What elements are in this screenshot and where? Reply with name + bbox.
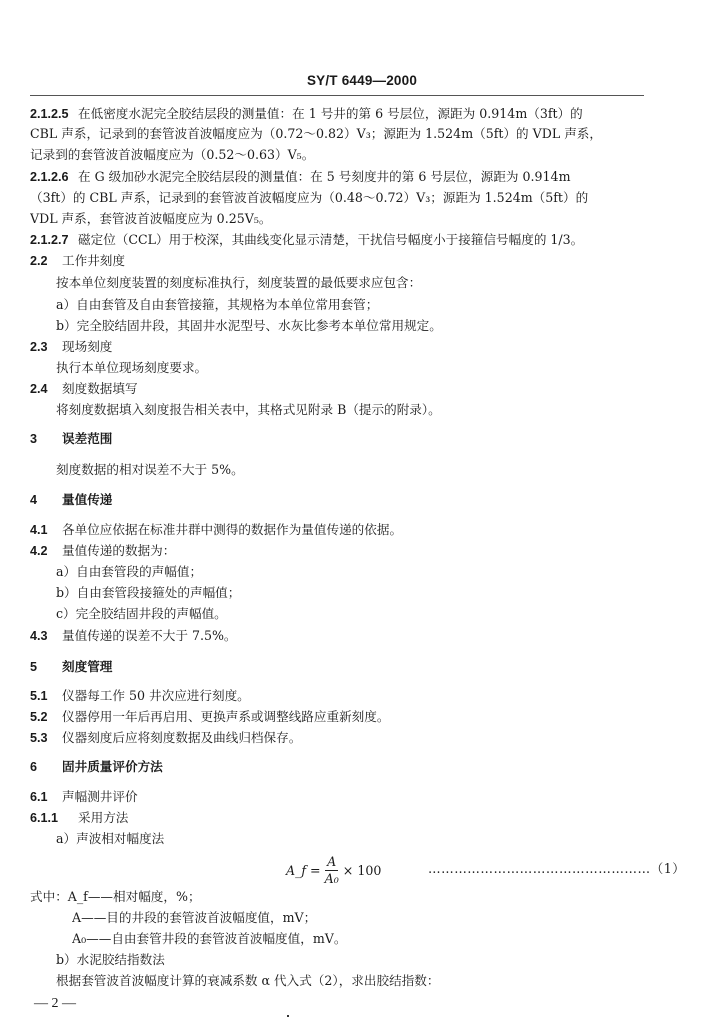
- line-text: （3ft）的 CBL 声系，记录到的套管波首波幅度应为（0.48～0.72）V₃；源距为 1.524m（5ft）的: [30, 190, 589, 205]
- text-line: [30, 888, 646, 906]
- text-line: [30, 627, 646, 645]
- text-line: [72, 930, 644, 948]
- formula-numerator: A: [327, 854, 337, 869]
- text-line: [56, 317, 644, 335]
- line-text: 采用方法: [78, 810, 129, 825]
- text-line: [56, 972, 644, 990]
- line-text: 量值传递: [62, 492, 113, 507]
- text-line: [56, 274, 644, 292]
- text-line: [30, 338, 646, 356]
- text-line: [30, 252, 646, 270]
- line-text: b）水泥胶结指数法: [56, 952, 165, 967]
- document-header: SY/T 6449—2000: [306, 73, 418, 88]
- line-text: VDL 声系，套管波首波幅度应为 0.25V₅。: [30, 211, 272, 226]
- line-text: 式中：A_f——相对幅度，%；: [30, 889, 201, 904]
- text-line: [56, 296, 644, 314]
- clause-number: 5.3: [30, 731, 48, 745]
- clause-number: 2.2: [30, 254, 48, 268]
- line-text: 工作井刻度: [62, 253, 125, 268]
- line-text: b）自由套管段接箍处的声幅值；: [56, 585, 241, 600]
- line-text: 各单位应依据在标准井群中测得的数据作为量值传递的依据。: [62, 522, 403, 537]
- clause-number: 3: [30, 432, 38, 446]
- clause-number: 4: [30, 493, 38, 507]
- text-line: [30, 168, 646, 186]
- clause-number: 2.1.2.5: [30, 107, 69, 121]
- line-text: 根据套管波首波幅度计算的衰减系数 α 代入式（2），求出胶结指数：: [56, 973, 440, 988]
- clause-number: 4.3: [30, 629, 48, 643]
- line-text: 刻度数据的相对误差不大于 5%。: [56, 462, 244, 477]
- line-text: a）自由套管及自由套管接箍，其规格为本单位常用套管；: [56, 297, 379, 312]
- formula-leader-dots: ……………………………………………（1）: [428, 861, 686, 876]
- line-text: A₀——自由套管井段的套管波首波幅度值，mV。: [72, 931, 347, 946]
- text-line: [30, 210, 646, 228]
- clause-number: 2.4: [30, 382, 48, 396]
- text-line: [30, 521, 646, 539]
- line-text: 刻度数据填写: [62, 381, 138, 396]
- text-line: [56, 830, 644, 848]
- line-text: 误差范围: [62, 431, 113, 446]
- line-text: 仪器刻度后应将刻度数据及曲线归档保存。: [62, 730, 302, 745]
- section-heading: [30, 430, 646, 448]
- clause-number: 2.3: [30, 340, 48, 354]
- text-line: [30, 542, 646, 560]
- text-line: [30, 788, 646, 806]
- text-line: [56, 605, 644, 623]
- text-line: [30, 708, 646, 726]
- line-text: 声幅测井评价: [62, 789, 138, 804]
- text-line: [30, 105, 646, 123]
- text-line: [56, 951, 644, 969]
- text-line: [30, 380, 646, 398]
- header-rule: [30, 95, 644, 96]
- line-text: 记录到的套管波首波幅度应为（0.52～0.63）V₅。: [30, 147, 315, 162]
- clause-number: 4.2: [30, 544, 48, 558]
- line-text: a）自由套管段的声幅值；: [56, 564, 203, 579]
- text-line: [30, 687, 646, 705]
- section-heading: [30, 491, 646, 509]
- line-text: 刻度管理: [62, 659, 113, 674]
- formula-rhs: × 100: [342, 863, 382, 878]
- formula-lhs: A_f =: [286, 863, 321, 878]
- text-line: [30, 231, 646, 249]
- line-text: CBL 声系，记录到的套管波首波幅度应为（0.72～0.82）V₃；源距为 1.524m（5ft）的 VDL 声系，: [30, 126, 602, 141]
- page-mark: [287, 1015, 289, 1017]
- text-line: [56, 359, 644, 377]
- line-text: 按本单位刻度装置的刻度标准执行，刻度装置的最低要求应包含：: [56, 275, 422, 290]
- line-text: 将刻度数据填入刻度报告相关表中，其格式见附录 B（提示的附录）。: [56, 402, 441, 417]
- line-text: 量值传递的误差不大于 7.5%。: [62, 628, 237, 643]
- section-heading: [30, 758, 646, 776]
- text-line: [56, 401, 644, 419]
- text-line: [30, 809, 646, 827]
- line-text: 仪器每工作 50 井次应进行刻度。: [62, 688, 250, 703]
- formula-number: （1）: [650, 861, 686, 876]
- line-text: c）完全胶结固井段的声幅值。: [56, 606, 227, 621]
- line-text: 在 G 级加砂水泥完全胶结层段的测量值：在 5 号刻度井的第 6 号层位，源距为 0.914m: [78, 169, 571, 184]
- line-text: a）声波相对幅度法: [56, 831, 165, 846]
- text-line: [30, 729, 646, 747]
- line-text: 固井质量评价方法: [62, 759, 163, 774]
- formula-fraction: [325, 854, 339, 887]
- text-line: [30, 189, 646, 207]
- clause-number: 6.1.1: [30, 811, 59, 825]
- section-heading: [30, 658, 646, 676]
- text-line: [56, 584, 644, 602]
- clause-number: 5.2: [30, 710, 48, 724]
- text-line: [30, 125, 646, 143]
- clause-number: 6: [30, 760, 38, 774]
- clause-number: 4.1: [30, 523, 48, 537]
- page-number: — 2 —: [34, 996, 76, 1011]
- clause-number: 6.1: [30, 790, 48, 804]
- line-text: A——目的井段的套管波首波幅度值，mV；: [72, 910, 317, 925]
- text-line: [30, 146, 646, 164]
- line-text: 仪器停用一年后再启用、更换声系或调整线路应重新刻度。: [62, 709, 390, 724]
- clause-number: 5: [30, 660, 38, 674]
- line-text: b）完全胶结固井段，其固井水泥型号、水灰比参考本单位常用规定。: [56, 318, 442, 333]
- formula-denominator: A₀: [324, 871, 339, 886]
- clause-number: 2.1.2.7: [30, 233, 69, 247]
- text-line: [72, 909, 644, 927]
- line-text: 在低密度水泥完全胶结层段的测量值：在 1 号井的第 6 号层位，源距为 0.914m（3ft）的: [78, 106, 583, 121]
- line-text: 现场刻度: [62, 339, 113, 354]
- clause-number: 2.1.2.6: [30, 170, 69, 184]
- text-line: [56, 563, 644, 581]
- formula-1: [286, 854, 381, 887]
- line-text: 磁定位（CCL）用于校深，其曲线变化显示清楚，干扰信号幅度小于接箍信号幅度的 1/3。: [78, 232, 584, 247]
- line-text: 量值传递的数据为：: [62, 543, 176, 558]
- line-text: 执行本单位现场刻度要求。: [56, 360, 208, 375]
- text-line: [56, 461, 644, 479]
- clause-number: 5.1: [30, 689, 48, 703]
